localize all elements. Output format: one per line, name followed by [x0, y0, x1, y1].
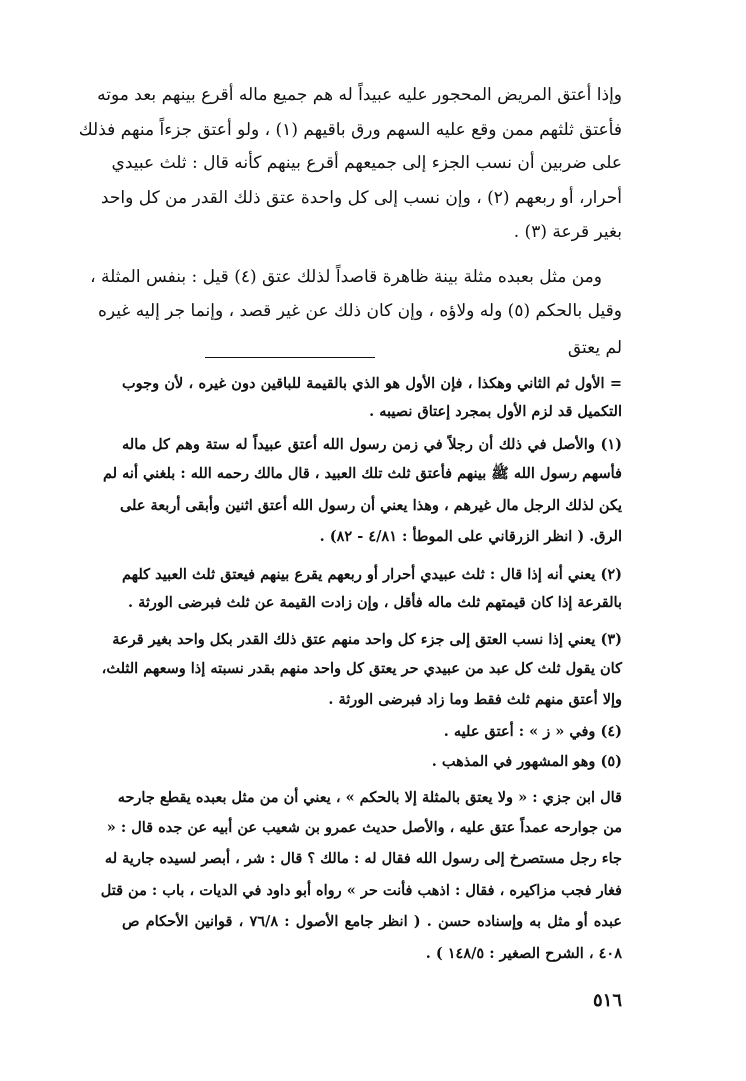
- main-line-4: أحرار، أو ربعهم (٢) ، وإن نسب إلى كل واحدة عتق ذلك القدر من كل واحد: [100, 188, 622, 208]
- main-line-7: وقيل بالحكم (٥) وله ولاؤه ، وإن كان ذلك عن غير قصد ، وإنما جر إليه غيره: [97, 301, 622, 321]
- footnote-line-9: (٣) يعني إذا نسب العتق إلى جزء كل واحد منهم عتق ذلك القدر بكل واحد بغير قرعة: [112, 631, 622, 648]
- footnote-line-5: يكن لذلك الرجل مال غيرهم ، وهذا يعني أن رسول الله أعتق اثنين وأبقى أربعة على: [119, 497, 622, 514]
- footnote-line-8: بالقرعة إذا كان قيمتهم ثلث ماله فأقل ، وإن زادت القيمة عن ثلث فبرضى الورثة .: [127, 594, 622, 611]
- footnote-line-12: (٤) وفي « ز » : أعتق عليه .: [443, 723, 622, 740]
- main-line-6: ومن مثل بعبده مثلة بينة ظاهرة قاصداً لذلك عتق (٤) قيل : بنفس المثلة ،: [90, 267, 602, 287]
- main-line-3: على ضربين أن نسب الجزء إلى جميعهم أقرع بينهم كأنه قال : ثلث عبيدي: [111, 153, 622, 173]
- main-line-1: وإذا أعتق المريض المحجور عليه عبيداً له هم جميع ماله أقرع بينهم بعد موته: [97, 85, 622, 105]
- footnote-line-4: فأسهم رسول الله ﷺ بينهم فأعتق ثلث تلك العبيد ، قال مالك رحمه الله : بلغني أنه لم: [103, 465, 622, 482]
- main-line-2: فأعتق ثلثهم ممن وقع عليه السهم ورق باقيهم (١) ، ولو أعتق جزءاً منهم فذلك: [78, 120, 622, 140]
- footnote-line-3: (١) والأصل في ذلك أن رجلاً في زمن رسول الله أعتق عبيداً له ستة وهم كل ماله: [122, 436, 622, 453]
- footnote-line-7: (٢) يعني أنه إذا قال : ثلث عبيدي أحرار أو ربعهم يقرع بينهم فيعتق ثلث العبيد كلهم: [122, 566, 622, 583]
- main-line-8: لم يعتق: [567, 338, 622, 358]
- footnote-line-2: التكميل قد لزم الأول بمجرد إعتاق نصيبه .: [369, 403, 622, 420]
- footnote-line-14: قال ابن جزي : « ولا يعتق بالمثلة إلا بالحكم » ، يعني أن من مثل بعبده يقطع جارحه: [117, 789, 622, 806]
- page-number: ٥١٦: [592, 990, 622, 1011]
- footnote-line-11: وإلا أعتق منهم ثلث فقط وما زاد فبرضى الورثة .: [328, 691, 622, 708]
- footnote-line-10: كان يقول ثلث كل عبد من عبيدي حر يعتق كل واحد منهم بقدر نسبته إذا وسعهم الثلث،: [101, 660, 622, 677]
- footnote-line-1: = الأول ثم الثاني وهكذا ، فإن الأول هو الذي بالقيمة للباقين دون غيره ، لأن وجوب: [122, 375, 622, 392]
- footnote-line-16: جاء رجل مستصرخ إلى رسول الله فقال له : مالك ؟ قال : شر ، أبصر لسيده جارية له: [104, 850, 622, 867]
- footnote-line-13: (٥) وهو المشهور في المذهب .: [431, 753, 622, 770]
- footnote-separator: [205, 357, 375, 358]
- footnote-line-6: الرق. ( انظر الزرقاني على الموطأ : ٤/٨١ - ٨٢) .: [319, 528, 622, 545]
- footnote-line-18: عبده أو مثل به وإسناده حسن . ( انظر جامع الأصول : ٧٦/٨ ، قوانين الأحكام ص: [122, 913, 623, 930]
- footnote-line-19: ٤٠٨ ، الشرح الصغير : ١٤٨/٥ ) .: [425, 945, 622, 962]
- footnote-line-15: من جوارحه عمداً عتق عليه ، والأصل حديث عمرو بن شعيب عن أبيه عن جده قال : «: [106, 819, 622, 836]
- main-line-5: بغير قرعة (٣) .: [513, 222, 622, 242]
- footnote-line-17: فغار فجب مزاكيره ، فقال : اذهب فأنت حر » رواه أبو داود في الديات ، باب : من قتل: [100, 882, 622, 899]
